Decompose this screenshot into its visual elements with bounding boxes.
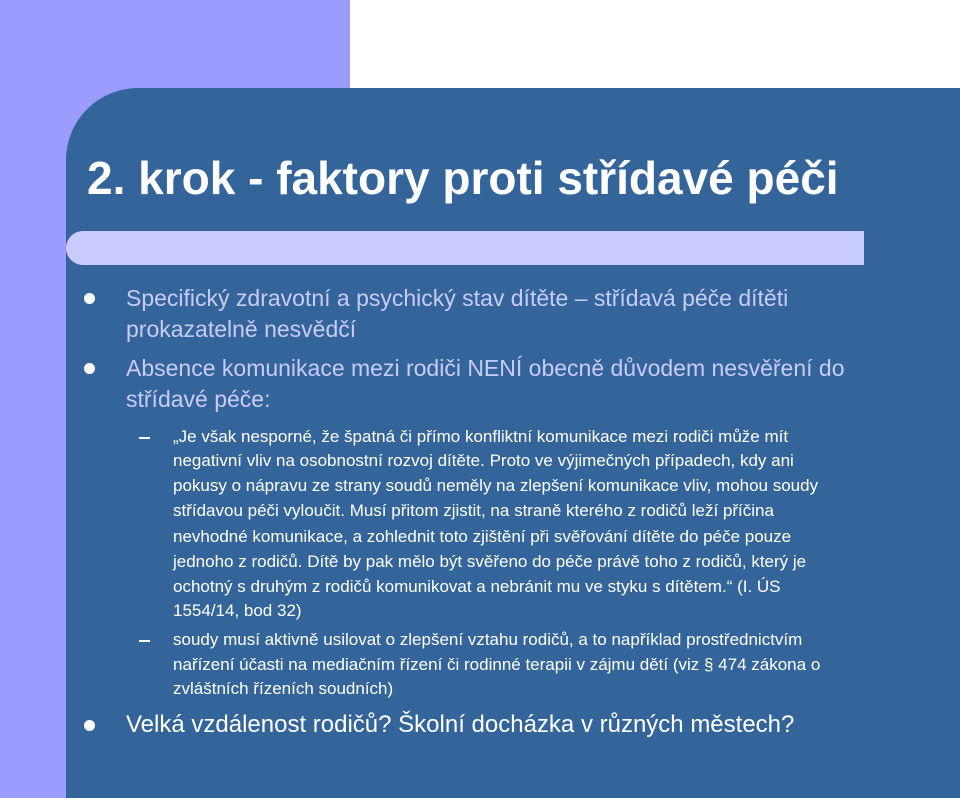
subitem-1-line-2: negativní vliv na osobnostní rozvoj dítěte. Proto ve výjimečných případech, kdy ani (173, 451, 794, 470)
subitem-1-line-7: ochotný s druhým z rodičů komunikovat a nebránit mu ve styku s dítětem.“ (I. ÚS (173, 577, 781, 596)
bullet-dot-1 (84, 293, 95, 304)
bullet-3-line-1: Velká vzdálenost rodičů? Školní docházka v různých městech? (126, 711, 795, 738)
bullet-dot-2 (84, 363, 95, 374)
subitem-2-line-2: nařízení účasti na mediačním řízení či rodinné terapii v zájmu dětí (viz § 474 zákona o (173, 655, 821, 674)
subitem-1-line-4: střídavou péči vyloučit. Musí přitom zjistit, na straně kterého z rodičů leží příčina (173, 501, 774, 520)
bullet-2-line-1: Absence komunikace mezi rodiči NENÍ obecně důvodem nesvěření do (126, 355, 845, 381)
subitem-2-line-1: soudy musí aktivně usilovat o zlepšení vztahu rodičů, a to například prostřednictvím (173, 630, 803, 649)
bullet-1-line-2: prokazatelně nesvědčí (126, 316, 357, 342)
bullet-1-line-1: Specifický zdravotní a psychický stav dítěte – střídavá péče dítěti (126, 285, 789, 311)
subitem-1-line-5: nevhodné komunikace, a zohlednit toto zjištění při svěřování dítěte do péče pouze (173, 527, 792, 546)
subitem-1-line-8: 1554/14, bod 32) (173, 601, 302, 620)
subitem-2-line-3: zvláštních řízeních soudních) (173, 679, 394, 698)
subitem-1-line-3: pokusy o nápravu ze strany soudů neměly na zlepšení komunikace vliv, mohou soudy (173, 476, 819, 495)
title-underline-bar (66, 231, 864, 265)
sub-bullet-dash-2 (139, 640, 150, 642)
bullet-2-line-2: střídavé péče: (126, 386, 271, 412)
slide-title: 2. krok - faktory proti střídavé péči (87, 152, 839, 204)
subitem-1-line-6: jednoho z rodičů. Dítě by pak mělo být svěřeno do péče právě toho z rodičů, který je (173, 552, 807, 571)
bullet-dot-3 (84, 720, 95, 731)
sub-bullet-dash-1 (139, 437, 150, 439)
subitem-1-line-1: „Je však nesporné, že špatná či přímo konfliktní komunikace mezi rodiči může mít (173, 427, 789, 446)
